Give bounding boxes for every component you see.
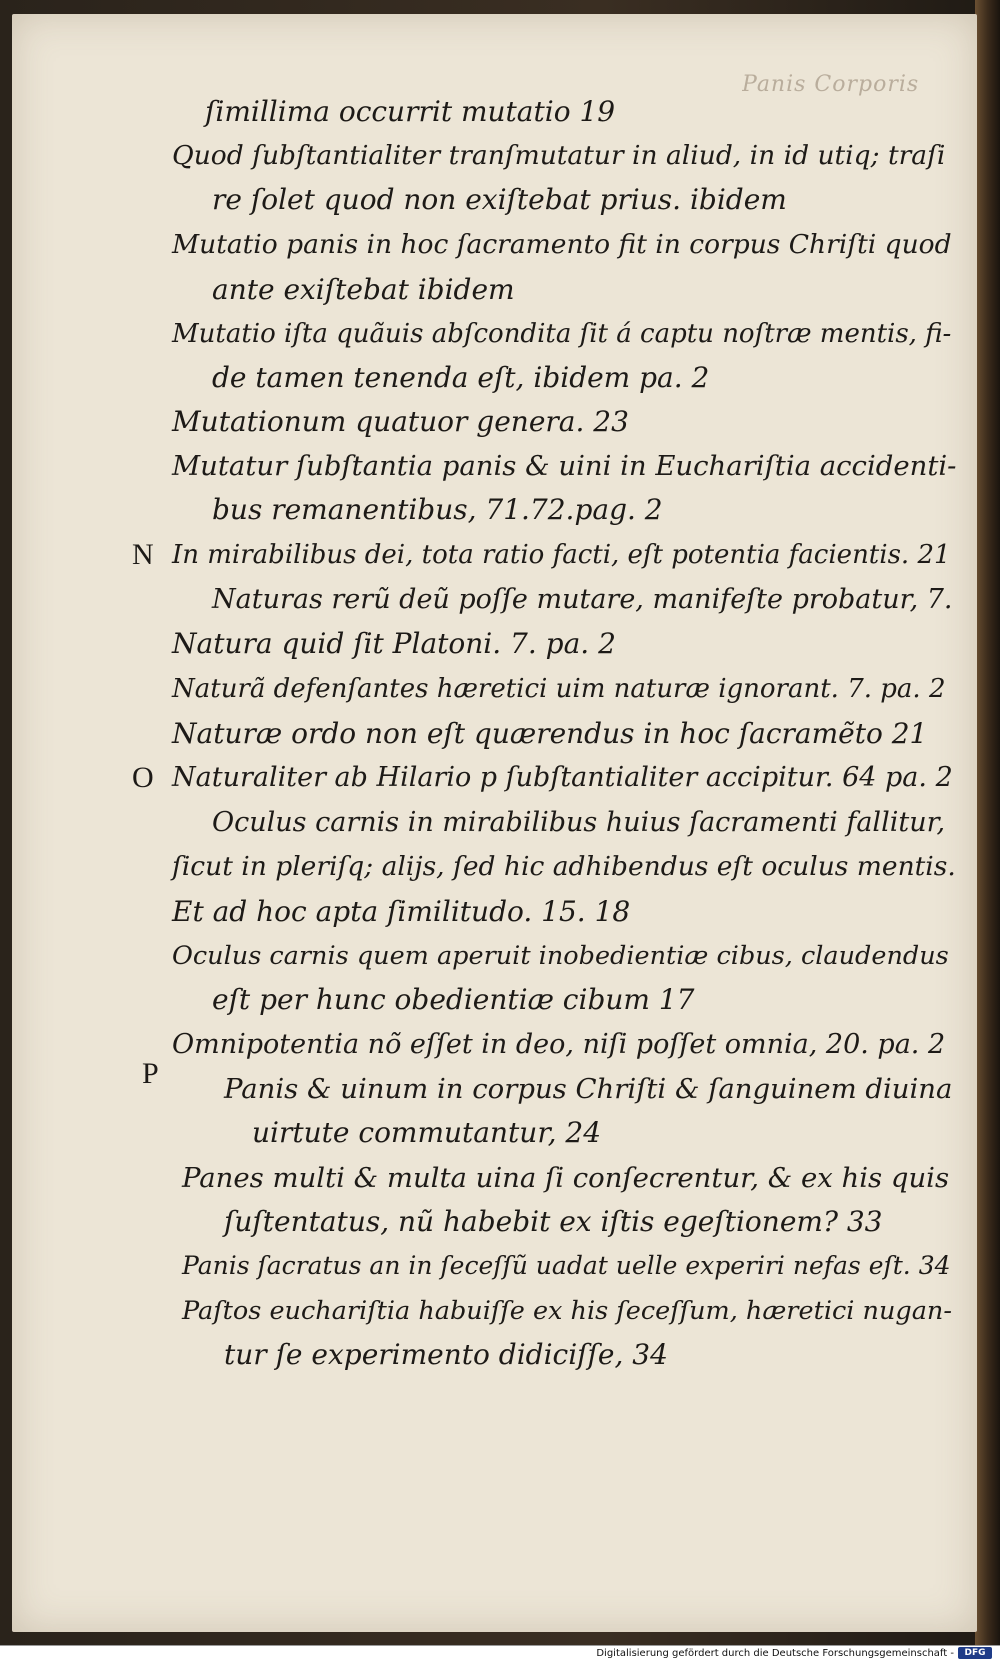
- index-line: In mirabilibus dei, tota ratio facti, eſt potentia facientis. 21: [172, 540, 951, 570]
- book-page: [12, 14, 977, 1632]
- index-line: Naturas rerũ deũ poſſe mutare, manifeſte probatur, 7.: [212, 584, 953, 615]
- index-line: Et ad hoc apta ſimilitudo. 15. 18: [172, 895, 631, 928]
- section-letter-o: O: [132, 761, 154, 794]
- index-line: Paſtos euchariſtia habuiſſe ex his ſeceſſum, hæretici nugan-: [182, 1296, 952, 1326]
- index-line: ſuſtentatus, nũ habebit ex iſtis egeſtionem? 33: [224, 1205, 883, 1238]
- index-line: ſimillima occurrit mutatio 19: [205, 95, 616, 128]
- index-line: Omnipotentia nõ eſſet in deo, niſi poſſet omnia, 20. pa. 2: [172, 1029, 946, 1060]
- index-line: Naturã defenſantes hæretici uim naturæ ignorant. 7. pa. 2: [172, 674, 946, 704]
- index-line: re ſolet quod non exiſtebat prius. ibidem: [212, 183, 787, 216]
- index-line: Natura quid ſit Platoni. 7. pa. 2: [172, 627, 616, 660]
- index-line: Naturæ ordo non eſt quærendus in hoc ſacramẽto 21: [172, 717, 928, 750]
- index-line: Quod ſubſtantialiter tranſmutatur in aliud, in id utiq; traſi: [172, 140, 946, 171]
- index-line: eſt per hunc obedientiæ cibum 17: [212, 983, 695, 1016]
- index-line: Mutatio iſta quãuis abſcondita ſit á captu noſtræ mentis, fi-: [172, 319, 952, 349]
- index-line: Mutatur ſubſtantia panis & uini in Euchariſtia accidenti-: [172, 450, 957, 482]
- index-line: Oculus carnis in mirabilibus huius ſacramenti fallitur,: [212, 807, 946, 838]
- dfg-logo: DFG: [958, 1647, 992, 1659]
- index-line: de tamen tenenda eſt, ibidem pa. 2: [212, 361, 710, 394]
- index-line: bus remanentibus, 71.72.pag. 2: [212, 493, 663, 526]
- index-line: Mutatio panis in hoc ſacramento fit in corpus Chriſti quod: [172, 229, 952, 260]
- header-bleed-through: Panis Corporis: [742, 72, 920, 97]
- book-edge: [975, 0, 1000, 1645]
- index-line: Naturaliter ab Hilario p ſubſtantialiter accipitur. 64 pa. 2: [172, 762, 953, 793]
- index-line: ſicut in pleriſq; alijs, ſed hic adhibendus eſt oculus mentis.: [172, 851, 956, 882]
- index-line: ante exiſtebat ibidem: [212, 273, 515, 306]
- index-line: uirtute commutantur, 24: [252, 1116, 602, 1149]
- index-line: Panes multi & multa uina ſi conſecrentur, & ex his quis: [182, 1162, 950, 1194]
- index-line: Panis & uinum in corpus Chriſti & ſanguinem diuina: [224, 1073, 953, 1105]
- index-line: tur ſe experimento didiciſſe, 34: [224, 1338, 668, 1371]
- section-letter-p: P: [142, 1057, 159, 1090]
- index-line: Panis ſacratus an in ſeceſſũ uadat uelle experiri nefas eſt. 34: [182, 1251, 951, 1280]
- index-line: Oculus carnis quem aperuit inobedientiæ cibus, claudendus: [172, 941, 949, 971]
- digitization-footer: [0, 1645, 1000, 1661]
- footer-credit: Digitalisierung gefördert durch die Deutsche Forschungsgemeinschaft -: [596, 1648, 954, 1659]
- index-line: Mutationum quatuor genera. 23: [172, 405, 629, 438]
- section-letter-n: N: [132, 538, 154, 571]
